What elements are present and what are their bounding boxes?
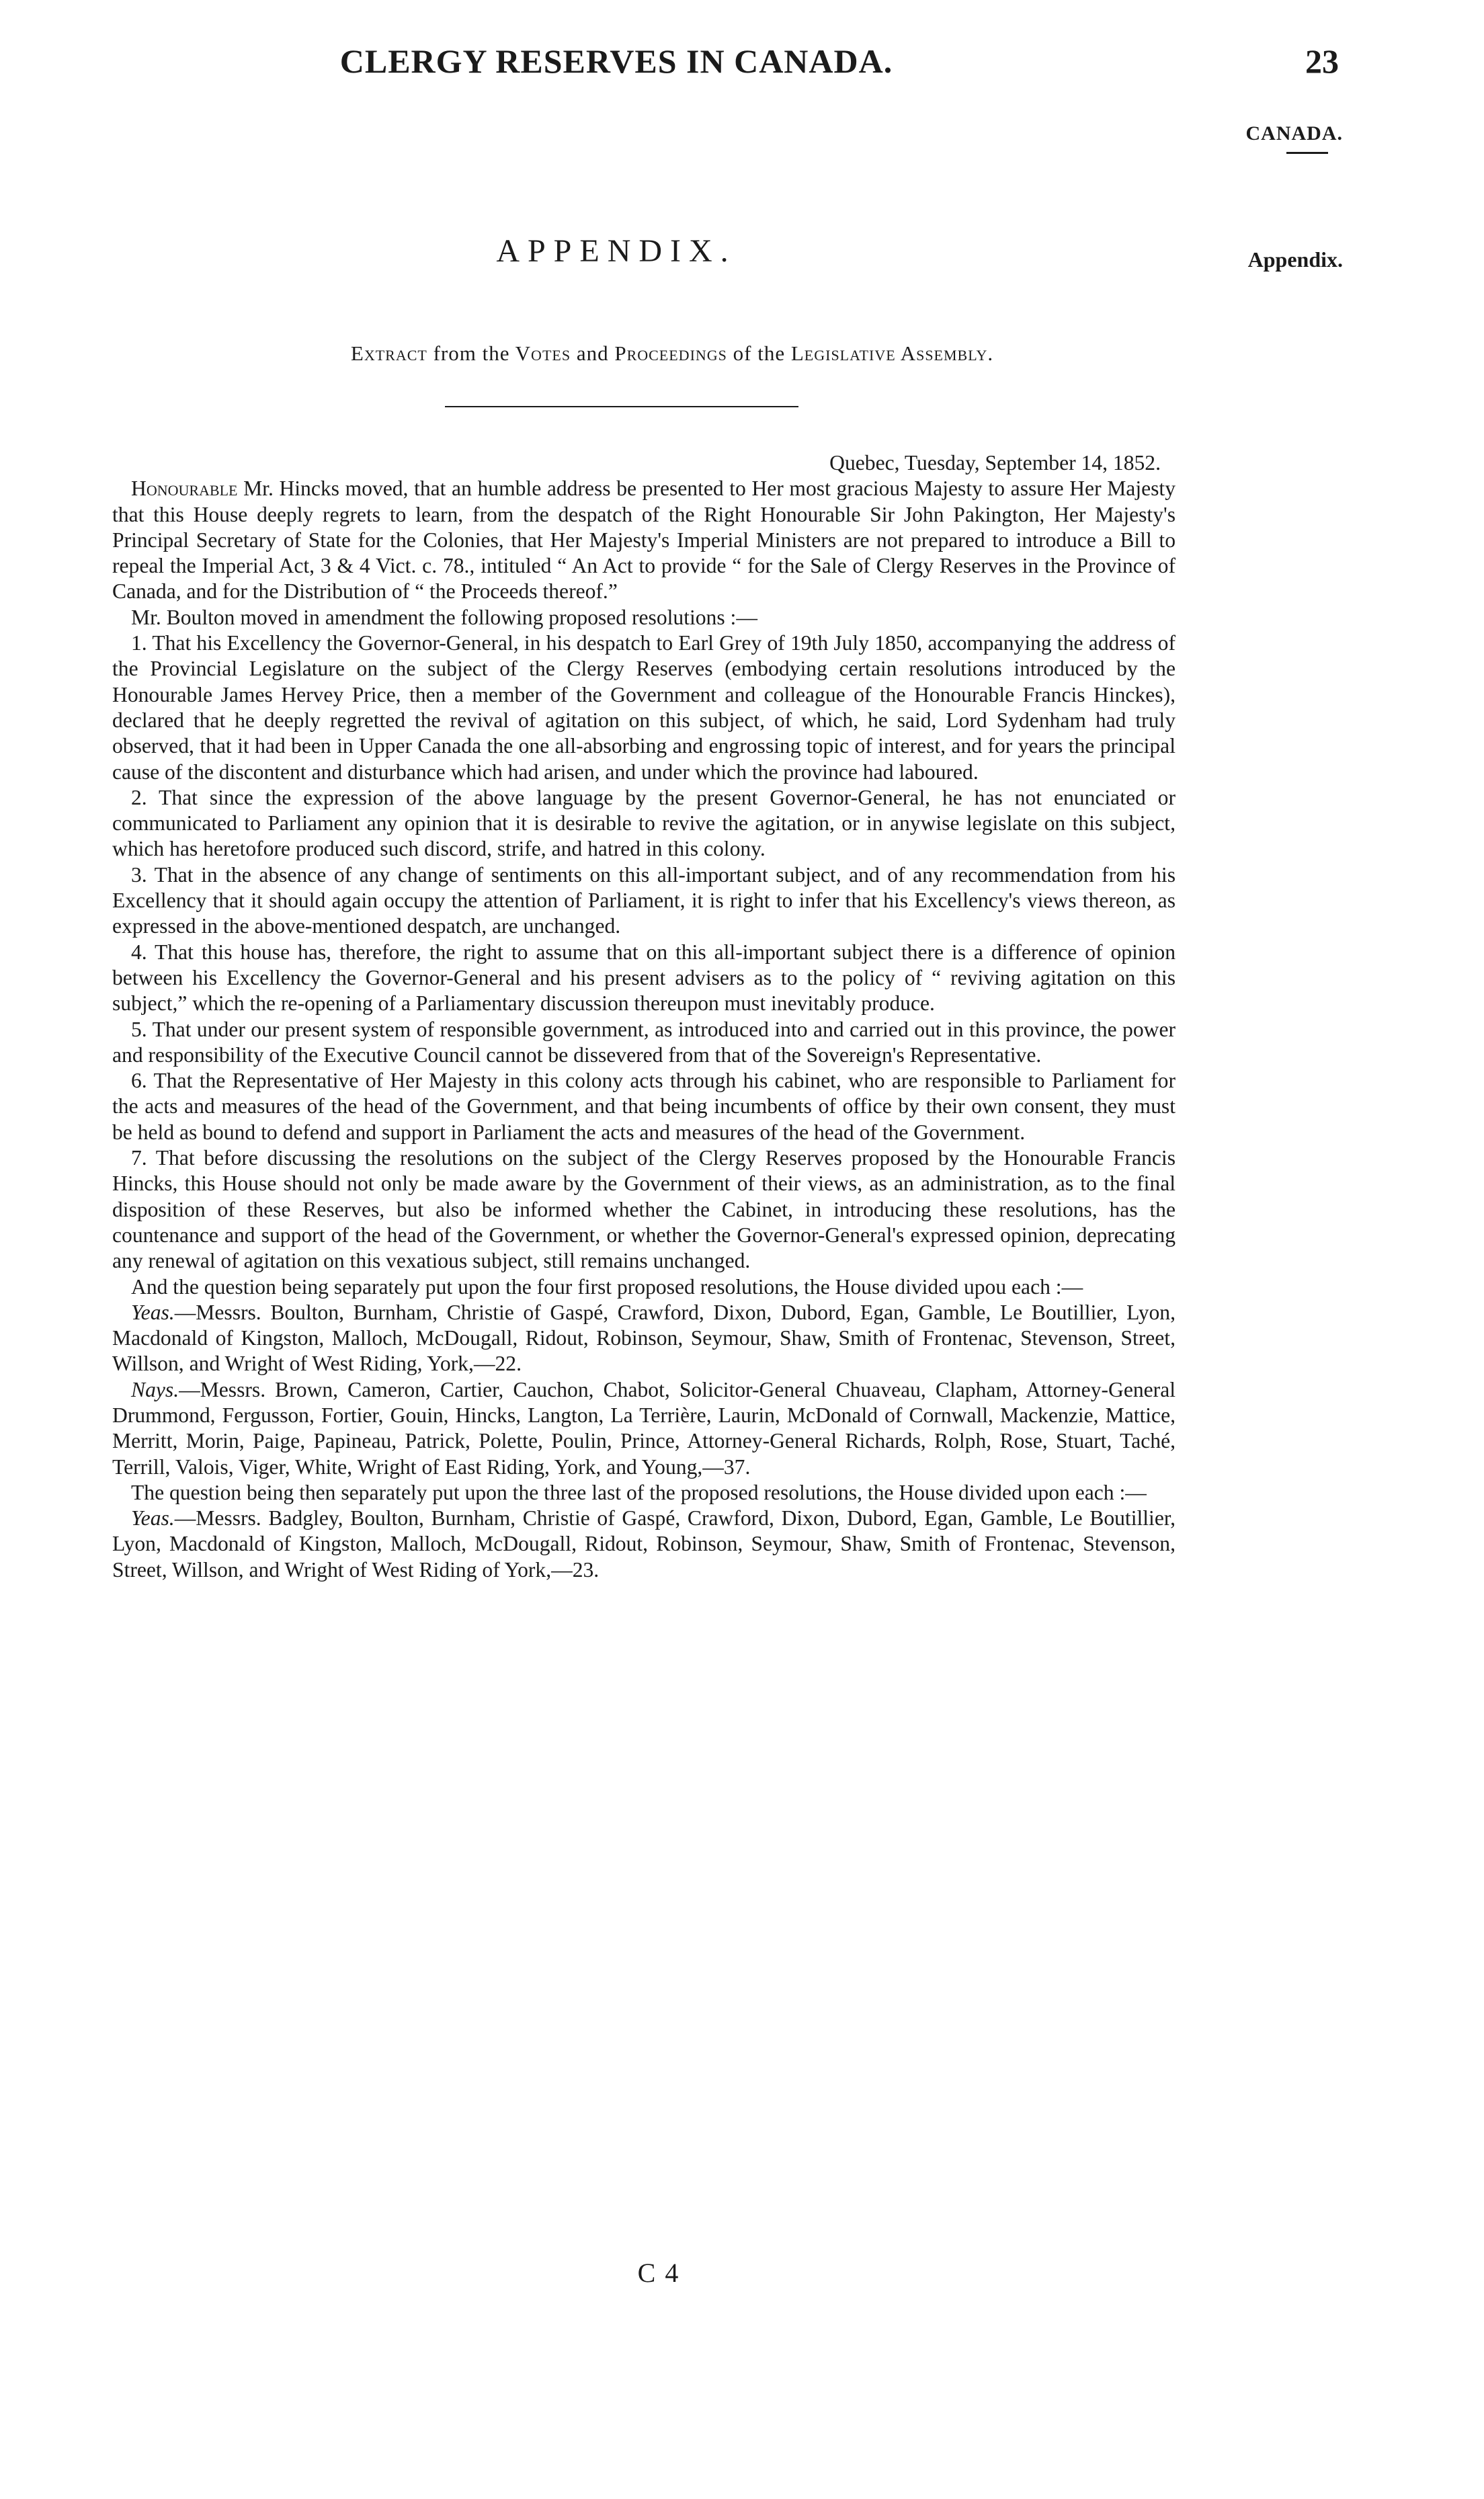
division-1-nays xyxy=(112,1377,1176,1480)
margin-label-canada: CANADA. xyxy=(1245,122,1343,145)
division-2-intro: The question being then separately put upon the three last of the proposed resolutions, the House divided upon each :— xyxy=(131,1480,1147,1504)
resolution-2: 2. That since the expression of the above language by the present Governor-General, he has not enunciated or communicated to Parliament any opinion that it is desirable to revive the agitation, or in anywise legislate on this subject, which has heretofore produced such discord, strife, and hatred in this colony. xyxy=(112,785,1176,861)
margin-rule xyxy=(1286,152,1328,154)
margin-label-appendix: Appendix. xyxy=(1247,247,1343,272)
section-divider xyxy=(445,406,798,407)
extract-word: Extract xyxy=(350,341,427,365)
division-2-yeas xyxy=(112,1506,1176,1583)
yeas-text: —Messrs. Badgley, Boulton, Burnham, Christie of Gaspé, Crawford, Dixon, Dubord, Egan, Gamble, Le Boutillier, Lyon, Macdonald of Kingston, Malloch, McDougall, Ridout, Robinson, Seymour, Shaw, Smith of Frontenac, Stevenson, Street, Willson, and Wright of West Riding of York,—23. xyxy=(112,1506,1176,1582)
division-1-intro: And the question being separately put upon the four first proposed resolutions, the House divided upou each :— xyxy=(131,1274,1083,1299)
extract-word: Proceedings xyxy=(614,341,727,365)
motion-paragraph xyxy=(112,476,1176,604)
yeas-label: Yeas. xyxy=(131,1300,175,1324)
resolution-3: 3. That in the absence of any change of sentiments on this all-important subject, and of any recommendation from his Excellency that it should again occupy the attention of Parliament, it is right to infer that his Excellency's views thereon, as expressed in the above-mentioned despatch, are unchanged. xyxy=(112,862,1176,938)
extract-heading xyxy=(175,341,1169,366)
resolution-7: 7. That before discussing the resolutions on the subject of the Clergy Reserves proposed by the Honourable Francis Hincks, this House should not only be made aware by the Government of their views, as an administration, as to the final disposition of these Reserves, but also be informed whether the Cabinet, in introducing these resolutions, has the countenance and support of the head of the Government, or whether the Governor-General's expressed opinion, deprecating any renewal of agitation on this vexatious subject, still remains unchanged. xyxy=(112,1146,1176,1273)
signature-mark: C 4 xyxy=(637,2258,680,2288)
nays-label: Nays. xyxy=(131,1377,179,1401)
resolution-6: 6. That the Representative of Her Majesty in this colony acts through his cabinet, who are responsible to Parliament for the acts and measures of the head of the Government, and that being incumbents of office by their own consent, they must be held as bound to defend and support in Parliament the acts and measures of the head of the Government. xyxy=(112,1069,1176,1144)
extract-word: of the xyxy=(733,341,786,365)
resolution-4: 4. That this house has, therefore, the right to assume that on this all-important subject there is a difference of opinion between his Excellency the Governor-General and his present advisers as to the policy of “ reviving agitation on this subject,” which the re-opening of a Parliamentary discussion thereupon must inevitably produce. xyxy=(112,940,1176,1016)
nays-text: —Messrs. Brown, Cameron, Cartier, Cauchon, Chabot, Solicitor-General Chuaveau, Clapham, Attorney-General Drummond, Fergusson, Fortier, Gouin, Hincks, Langton, La Terrière, Laurin, McDonald of Cornwall, Mackenzie, Mattice, Merritt, Morin, Paige, Papineau, Patrick, Polette, Poulin, Prince, Attorney-General Richards, Rolph, Rose, Stuart, Taché, Terrill, Valois, Viger, White, Wright of East Riding, York, and Young,—37. xyxy=(112,1377,1176,1479)
extract-word: from the xyxy=(433,341,510,365)
extract-word: Votes xyxy=(515,341,571,365)
body-text xyxy=(112,450,1176,1583)
motion-lead: Honourable xyxy=(131,477,238,501)
running-head: CLERGY RESERVES IN CANADA. xyxy=(339,42,893,80)
resolution-5: 5. That under our present system of responsible government, as introduced into and carried out in this province, the power and responsibility of the Executive Council cannot be dissevered from that of the Sovereign's Representative. xyxy=(112,1017,1176,1067)
motion-text: Mr. Hincks moved, that an humble address be presented to Her most gracious Majesty to assure Her Majesty that this House deeply regrets to learn, from the despatch of the Right Honourable Sir John Pakington, Her Majesty's Principal Secretary of State for the Colonies, that Her Majesty's Imperial Ministers are not prepared to introduce a Bill to repeal the Imperial Act, 3 & 4 Vict. c. 78., intituled “ An Act to provide “ for the Sale of Clergy Reserves in the Province of Canada, and for the Distribution of “ the Proceeds thereof.” xyxy=(112,477,1176,604)
division-1-yeas xyxy=(112,1300,1176,1377)
yeas-label: Yeas. xyxy=(131,1506,175,1530)
section-title: APPENDIX. xyxy=(496,233,737,269)
dateline: Quebec, Tuesday, September 14, 1852. xyxy=(829,451,1161,475)
yeas-text: —Messrs. Boulton, Burnham, Christie of Gaspé, Crawford, Dixon, Dubord, Egan, Gamble, Le Boutillier, Lyon, Macdonald of Kingston, Malloch, McDougall, Ridout, Robinson, Seymour, Shaw, Smith of Frontenac, Stevenson, Street, Willson, and Wright of West Riding, York,—22. xyxy=(112,1300,1176,1376)
extract-word: and xyxy=(576,341,609,365)
page-number: 23 xyxy=(1305,42,1339,80)
extract-word: Legislative Assembly. xyxy=(790,341,994,365)
resolution-1: 1. That his Excellency the Governor-General, in his despatch to Earl Grey of 19th July 1850, accompanying the address of the Provincial Legislature on the subject of the Clergy Reserves (embodying certain resolutions introduced by the Honourable James Hervey Price, then a member of the Government and colleague of the Honourable Francis Hinckes), declared that he deeply regretted the revival of agitation on this subject, of which, he said, Lord Sydenham had truly observed, that it had been in Upper Canada the one all-absorbing and engrossing topic of interest, and for years the principal cause of the discontent and disturbance which had arisen, and under which the province had laboured. xyxy=(112,631,1176,784)
amendment-intro: Mr. Boulton moved in amendment the following proposed resolutions :— xyxy=(131,605,757,629)
